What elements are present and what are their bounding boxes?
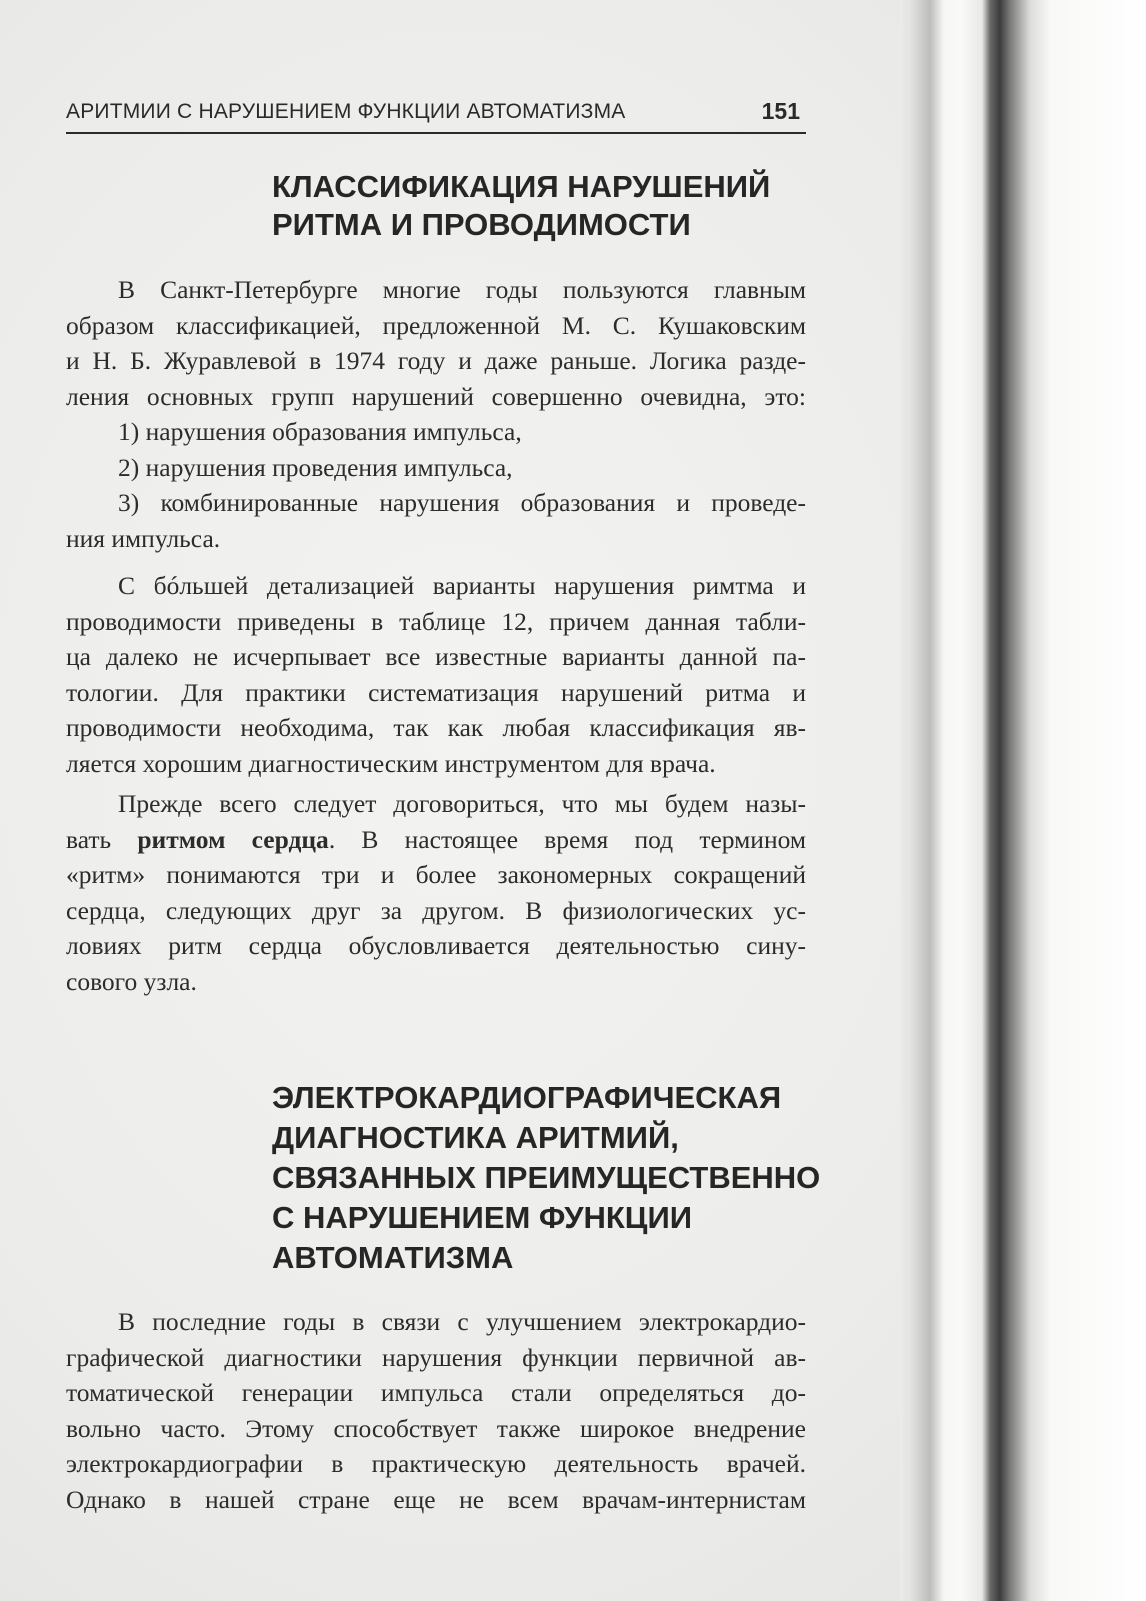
heading-line: С НАРУШЕНИЕМ ФУНКЦИИ [272,1200,693,1235]
text-line: проводимости необходима, так как любая классификация яв- [66,713,806,742]
text-fragment: . В настоящее время под термином [328,824,806,854]
heading-line: РИТМА И ПРОВОДИМОСТИ [272,207,691,242]
text-line: ляется хорошим диагностическим инструментом для врача. [66,748,716,778]
text-line: С бóльшей детализацией варианты нарушения римтма и [118,571,806,600]
running-title: АРИТМИИ С НАРУШЕНИЕМ ФУНКЦИИ АВТОМАТИЗМА [66,100,626,123]
text-line: вольно часто. Этому способствует также широкое внедрение [66,1413,806,1443]
heading-line: ДИАГНОСТИКА АРИТМИЙ, [272,1120,679,1155]
bold-term: ритмом сердца [137,824,329,854]
text-line: Однако в нашей стране еще не всем врачам-интернистам [66,1484,806,1514]
page-number: 151 [761,98,800,124]
paragraph-rhythm-definition [66,786,806,999]
text-line: ца далеко не исчерпывает все известные варианты данной па- [66,642,806,671]
book-gutter-shadow [900,0,1146,1601]
text-line [66,822,806,858]
text-fragment: вать [66,824,138,854]
text-line: и Н. Б. Журавлевой в 1974 году и даже раньше. Логика разде- [66,346,806,375]
list-item: 2) нарушения проведения импульса, [118,452,513,482]
paragraph-ecg-intro [66,1304,806,1517]
paragraph-table-reference [66,568,806,781]
heading-line: КЛАССИФИКАЦИЯ НАРУШЕНИЙ [272,169,771,204]
text-line: ловиях ритм сердца обусловливается деятельностью сину- [66,931,806,960]
text-line: проводимости приведены в таблице 12, причем данная табли- [66,606,806,636]
text-line: ния импульса. [66,523,221,553]
paragraph-classification-intro [66,272,806,556]
list-item: 1) нарушения образования импульса, [118,417,522,446]
heading-line: СВЯЗАННЫХ ПРЕИМУЩЕСТВЕННО [272,1160,821,1195]
text-line: томатической генерации импульса стали определяться до- [66,1378,806,1407]
text-line: В Санкт-Петербурге многие годы пользуются главным [118,275,806,304]
text-line: графической диагностики нарушения функции первичной ав- [66,1342,806,1372]
list-item: 3) комбинированные нарушения образования и проведе- [118,488,806,517]
running-head [66,96,806,134]
text-line: сового узла. [66,966,197,996]
text-line: образом классификацией, предложенной М. С. Кушаковским [66,310,806,340]
text-line: ления основных групп нарушений совершенно очевидна, это: [66,381,806,411]
heading-line: АВТОМАТИЗМА [272,1240,514,1275]
section-heading-ecg-diagnostics [272,1078,820,1278]
text-line: В последние годы в связи с улучшением электрокардио- [118,1307,806,1336]
text-line: «ритм» понимаются три и более закономерных сокращений [66,860,806,889]
heading-line: ЭЛЕКТРОКАРДИОГРАФИЧЕСКАЯ [272,1080,782,1115]
text-line: электрокардиографии в практическую деятельность врачей. [66,1449,806,1478]
section-heading-classification [272,168,770,244]
text-line: тологии. Для практики систематизация нарушений ритма и [66,677,806,707]
text-line: Прежде всего следует договориться, что мы будем назы- [118,789,806,818]
text-line: сердца, следующих друг за другом. В физиологических ус- [66,895,806,925]
